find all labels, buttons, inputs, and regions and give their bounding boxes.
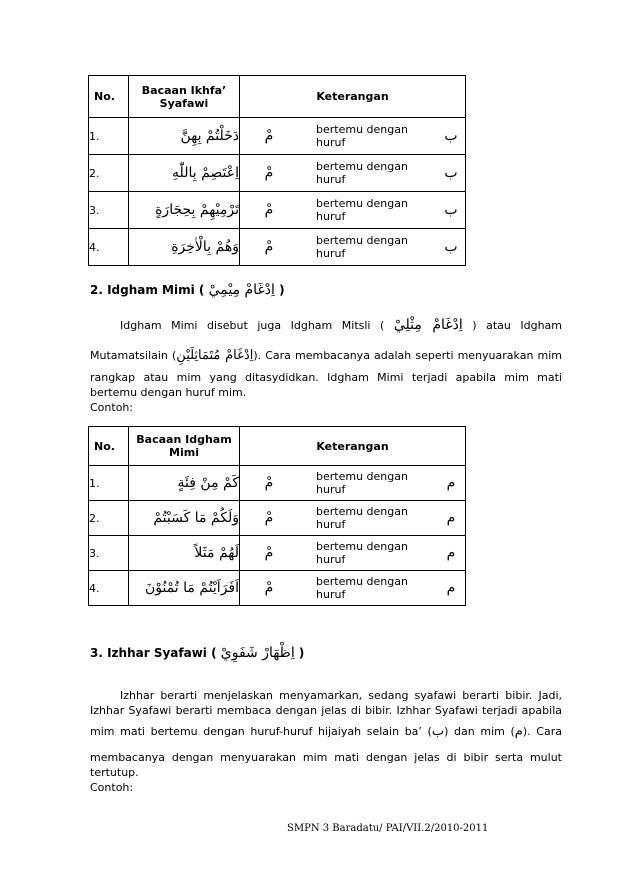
header-no: No. — [89, 427, 129, 466]
paragraph-line — [90, 318, 562, 340]
row-number: 3. — [89, 192, 129, 229]
header-info: Keterangan — [240, 76, 466, 118]
mim-sukun: مْ — [264, 239, 274, 255]
izhhar-syafawi-paragraph — [90, 688, 562, 795]
table-row — [89, 536, 466, 571]
description-cell — [240, 466, 466, 501]
mim-sukun: مْ — [264, 475, 274, 491]
mim-sukun: مْ — [264, 545, 274, 561]
heading-arabic: اِدْغَامْ مِيْمِيْ — [208, 282, 275, 298]
description-cell — [240, 536, 466, 571]
row-number: 1. — [89, 118, 129, 155]
description-text: bertemu dengan huruf — [316, 505, 408, 531]
arabic-example: وَلَكُمْ مَا كَسَبْتُمْ — [129, 501, 240, 536]
description-text: bertemu dengan huruf — [316, 160, 408, 186]
paragraph-line — [90, 348, 562, 370]
description-text: bertemu dengan huruf — [316, 575, 408, 601]
description-text: bertemu dengan huruf — [316, 470, 408, 496]
section-heading-izhhar-syafawi — [90, 645, 304, 661]
description-cell — [240, 571, 466, 606]
heading-arabic: اِظْهَارْ شَفَوِيْ — [220, 645, 295, 661]
text: ). Cara membacanya adalah seperti menyuarakan mim — [253, 349, 563, 362]
paragraph-line: membacanya dengan menyuarakan mim mati dengan jelas di bibir serta mulut — [90, 751, 562, 764]
text: ). Cara — [522, 725, 562, 738]
description-cell — [240, 229, 466, 266]
target-letter: ب — [444, 202, 458, 218]
header-example: Bacaan Ikhfa’ Syafawi — [129, 76, 240, 118]
text: mim mati bertemu dengan huruf-huruf hijaiyah selain ba’ ( — [90, 725, 432, 738]
paragraph-line: Izhhar berarti menjelaskan menyamarkan, sedang syafawi berarti bibir. Jadi, — [120, 689, 562, 702]
arabic-example: لَهُمْ مَثَلاً — [129, 536, 240, 571]
row-number: 1. — [89, 466, 129, 501]
heading-close: ) — [298, 646, 305, 660]
example-label: Contoh: — [90, 401, 134, 414]
text: ) atau Idgham — [472, 319, 563, 332]
arabic-term: اِدْغَامْ مُتَمَاثِلَيْنِ — [176, 348, 254, 363]
header-no: No. — [89, 76, 129, 118]
description-text: bertemu dengan huruf — [316, 197, 408, 223]
mim-sukun: مْ — [264, 165, 274, 181]
text: ) dan mim ( — [444, 725, 515, 738]
description-cell — [240, 118, 466, 155]
heading-text: 2. Idgham Mimi ( — [90, 283, 205, 297]
arabic-letter-mim: م — [514, 724, 523, 739]
arabic-example: اَفَرَاَيْتُمْ مَا تُمْنُوْنَ — [129, 571, 240, 606]
target-letter: م — [446, 510, 456, 526]
mim-sukun: مْ — [264, 128, 274, 144]
heading-text: 3. Izhhar Syafawi ( — [90, 646, 217, 660]
arabic-term: اِدْغَامْ مِثْلِيْ — [393, 317, 463, 333]
table-row — [89, 466, 466, 501]
paragraph-line: Izhhar Syafawi berarti membaca dengan jelas di bibir. Izhhar Syafawi terjadi apabila — [90, 704, 562, 717]
row-number: 4. — [89, 229, 129, 266]
target-letter: ب — [444, 165, 458, 181]
mim-sukun: مْ — [264, 202, 274, 218]
page-footer: SMPN 3 Baradatu/ PAI/VII.2/2010-2011 — [287, 823, 489, 834]
paragraph-line: rangkap atau mim yang ditasydidkan. Idgham Mimi terjadi apabila mim mati — [90, 371, 562, 384]
arabic-example: تَرْمِيْهِمْ بِحِجَارَةٍ — [129, 192, 240, 229]
table-row — [89, 501, 466, 536]
text: Mutamatsilain ( — [90, 349, 177, 362]
description-text: bertemu dengan huruf — [316, 540, 408, 566]
arabic-example: اِعْتَصِمْ بِاللّٰهِ — [129, 155, 240, 192]
table-row — [89, 155, 466, 192]
idgham-mimi-table — [88, 426, 466, 606]
arabic-example: وَهُمْ بِالْاٰخِرَةِ — [129, 229, 240, 266]
paragraph-line: bertemu dengan huruf mim. — [90, 386, 247, 399]
table-row — [89, 118, 466, 155]
target-letter: م — [446, 475, 456, 491]
idgham-mimi-paragraph — [90, 318, 562, 415]
table-header-row — [89, 427, 466, 466]
description-text: bertemu dengan huruf — [316, 234, 408, 260]
target-letter: ب — [444, 239, 458, 255]
description-cell — [240, 192, 466, 229]
arabic-example: دَخَلْتُمْ بِهِنَّ — [129, 118, 240, 155]
arabic-example: كَمْ مِنْ فِئَةٍ — [129, 466, 240, 501]
description-cell — [240, 155, 466, 192]
mim-sukun: مْ — [264, 580, 274, 596]
target-letter: م — [446, 545, 456, 561]
target-letter: ب — [444, 128, 458, 144]
paragraph-line — [90, 724, 562, 746]
header-info: Keterangan — [240, 427, 466, 466]
row-number: 4. — [89, 571, 129, 606]
ikhfa-syafawi-table — [88, 75, 466, 266]
description-cell — [240, 501, 466, 536]
header-example: Bacaan Idgham Mimi — [129, 427, 240, 466]
row-number: 2. — [89, 155, 129, 192]
table-row — [89, 229, 466, 266]
table-row — [89, 192, 466, 229]
target-letter: م — [446, 580, 456, 596]
table-row — [89, 571, 466, 606]
text: Idgham Mimi disebut juga Idgham Mitsli ( — [120, 319, 385, 332]
heading-close: ) — [279, 283, 285, 297]
row-number: 3. — [89, 536, 129, 571]
example-label: Contoh: — [90, 781, 134, 794]
table-header-row — [89, 76, 466, 118]
arabic-letter-ba: ب — [431, 724, 445, 739]
description-text: bertemu dengan huruf — [316, 123, 408, 149]
mim-sukun: مْ — [264, 510, 274, 526]
row-number: 2. — [89, 501, 129, 536]
section-heading-idgham-mimi — [90, 282, 285, 298]
paragraph-line: tertutup. — [90, 766, 139, 779]
